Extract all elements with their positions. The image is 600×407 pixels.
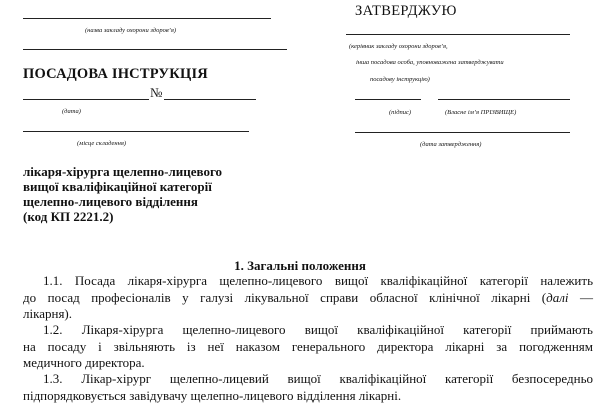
signature-caption: (підпис) [389,109,412,116]
approval-date-line [355,132,570,133]
paragraph-line: підпорядковується завідувачу щелепно-лицевого відділення лікарні. [23,387,402,403]
approver-caption: (керівник закладу охорони здоров’я, [349,43,448,50]
position-title-line: щелепно-лицевого відділення [23,194,198,209]
approver-caption-2: інша посадова особа, уповноважена затверджувати [356,59,504,66]
name-line [438,99,570,100]
section-heading: 1. Загальні положення [234,258,366,273]
position-title-line: лікаря-хірурга щелепно-лицевого [23,164,223,179]
number-line [164,99,256,100]
place-line [23,131,249,132]
paragraph-line: на посаду і звільняють із неї наказом генерального директора лікарні за погодженням [23,338,593,354]
approver-caption-3: посадову інструкцію) [370,76,430,83]
paragraph-text: — [568,289,594,305]
paragraph-line: медичного директора. [23,355,145,370]
approver-line [346,34,570,35]
paragraph-line: 1.2. Лікаря-хірурга щелепно-лицевого вищої кваліфікаційної категорії приймають [43,322,593,337]
paragraph-line: 1.3. Лікар-хірург щелепно-лицевий вищої кваліфікаційної категорії безпосередньо [43,371,593,386]
name-caption: (Власне ім’я ПРІЗВИЩЕ) [445,109,517,116]
approval-date-caption: (дата затвердження) [420,141,482,148]
institution-line [23,18,271,19]
paragraph-line [23,290,593,307]
paragraph-1-2 [23,322,593,372]
date-caption: (дата) [62,108,81,115]
document-title: ПОСАДОВА ІНСТРУКЦІЯ [23,66,208,82]
paragraph-1-3 [23,371,593,404]
signature-line [355,99,421,100]
position-code: (код КП 2221.2) [23,209,114,224]
approve-heading: ЗАТВЕРДЖУЮ [355,3,457,19]
institution-caption: (назва закладу охорони здоров’я) [85,27,177,34]
paragraph-line: 1.1. Посада лікаря-хірурга щелепно-лицевого вищої кваліфікаційної категорії належить [43,273,593,288]
institution-line-2 [23,49,287,50]
position-title [23,164,222,224]
paragraph-italic: далі [546,289,569,305]
place-caption: (місце складення) [77,140,127,147]
date-line [23,99,149,100]
number-sign: № [150,85,163,100]
position-title-line: вищої кваліфікаційної категорії [23,179,212,194]
paragraph-text: до посад професіоналів у галузі лікувальної справи обласної клінічної лікарні ( [23,289,547,305]
paragraph-1-1 [23,273,593,323]
paragraph-line: лікарня). [23,306,73,321]
